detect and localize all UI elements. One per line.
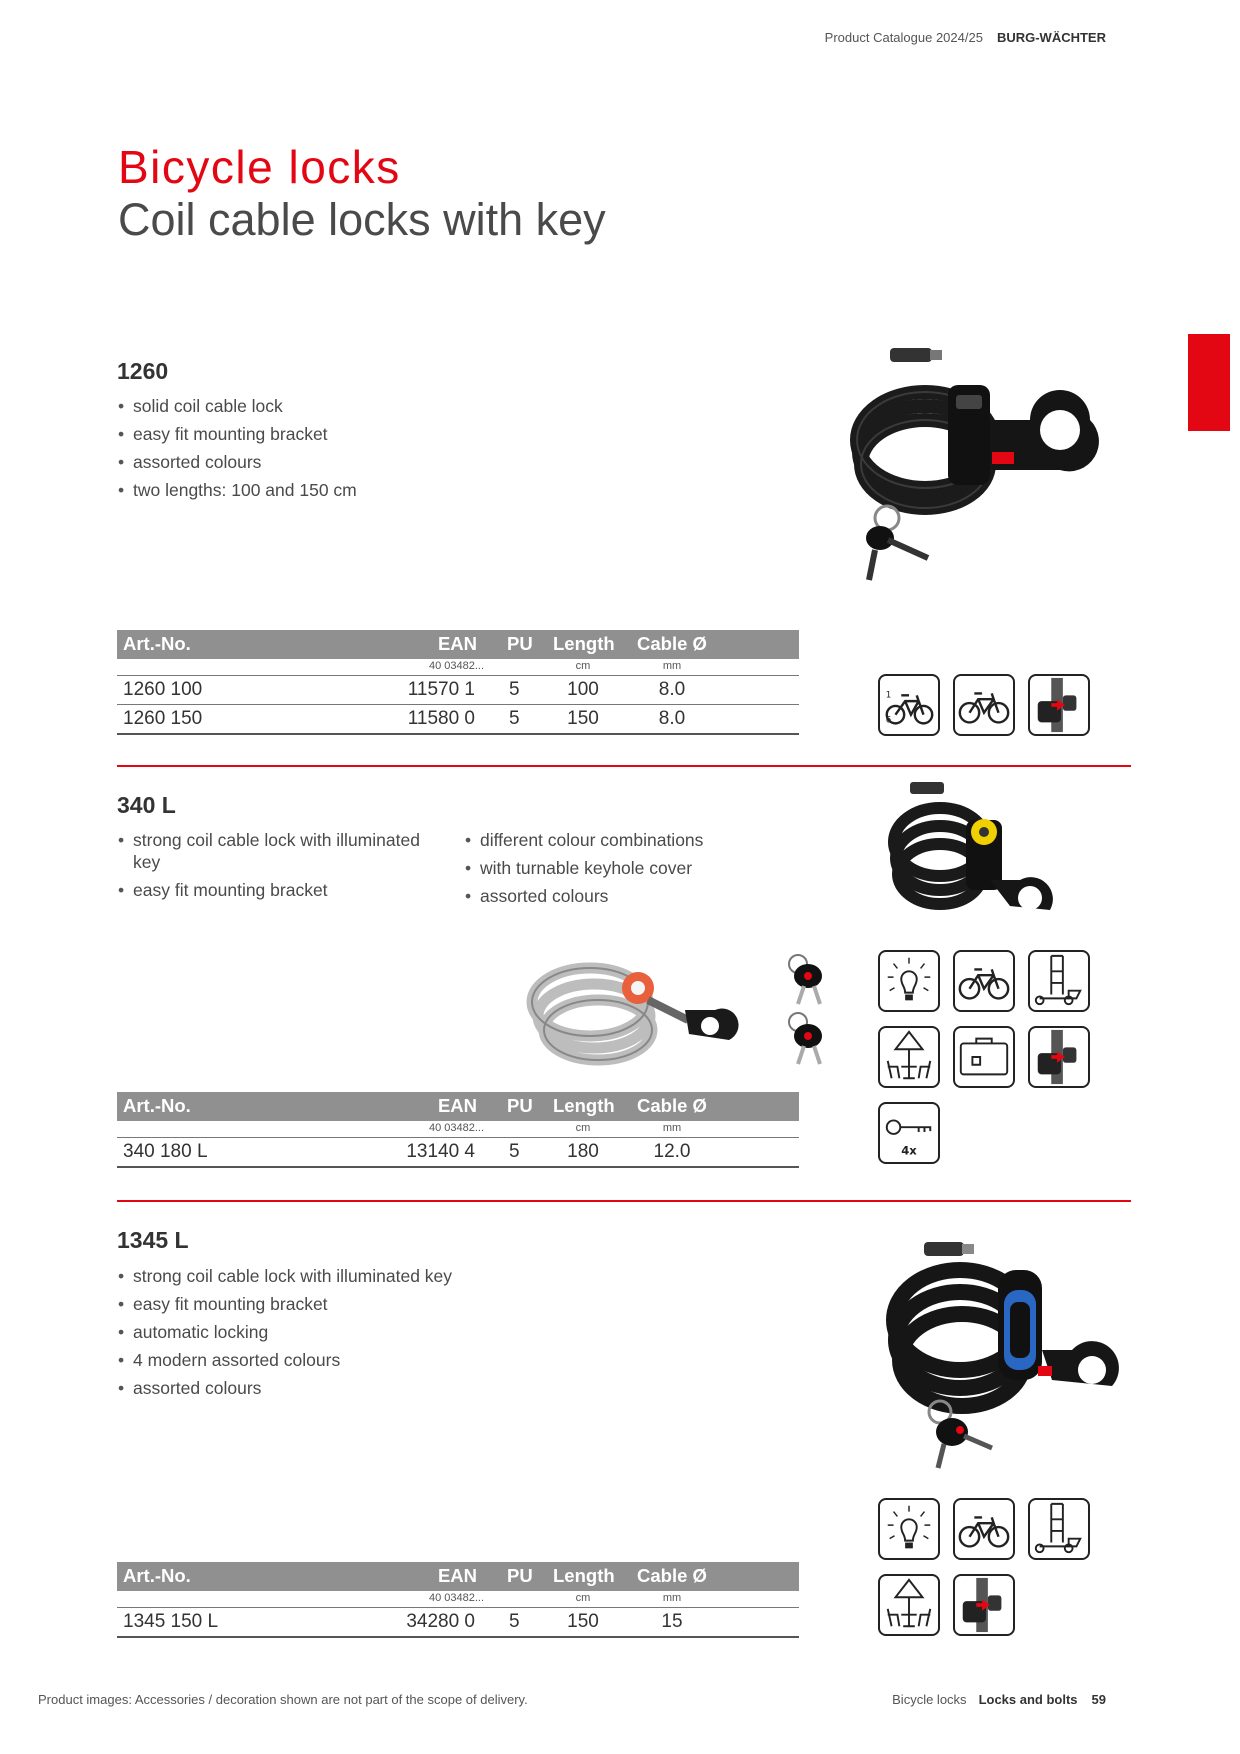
spec-table-1260: [117, 630, 799, 735]
header-length: Length: [553, 1565, 615, 1586]
cell-ean: 11580 0: [407, 708, 475, 729]
feature-item: • easy fit mounting bracket: [117, 879, 447, 901]
cell-ean: 13140 4: [406, 1141, 475, 1162]
feature-item: • with turnable keyhole cover: [464, 857, 764, 879]
feature-list-340l-left: [117, 829, 447, 907]
page-subtitle: Coil cable locks with key: [118, 194, 606, 245]
unit-cable: mm: [662, 1592, 682, 1604]
unit-length: cm: [575, 1122, 591, 1134]
header-ean: EAN: [437, 1565, 477, 1586]
header-cable: Cable Ø: [637, 1565, 707, 1586]
header-ean: EAN: [437, 633, 477, 654]
footer-note: Product images: Accessories / decoration shown are not part of the scope of delivery.: [38, 1692, 528, 1707]
bracket-mount-icon: [1028, 1026, 1090, 1088]
footer-section: Bicycle locks: [892, 1692, 967, 1707]
feature-list-340l-right: [464, 829, 764, 913]
product-image-340l-silver: [520, 950, 750, 1075]
table-units-row: [117, 659, 799, 676]
bike-icon: [953, 950, 1015, 1012]
feature-item: • assorted colours: [464, 885, 764, 907]
header-cable: Cable Ø: [637, 633, 707, 654]
product-image-1260: [830, 340, 1150, 590]
cell-pu: 5: [509, 679, 520, 700]
feature-item: • assorted colours: [117, 451, 557, 473]
chapter-tab-marker: [1188, 334, 1230, 431]
page-number: 59: [1091, 1692, 1106, 1707]
bracket-mount-icon: [953, 1574, 1015, 1636]
children-bike-icon: [878, 674, 940, 736]
table-header: [117, 1092, 799, 1121]
brand-label: BURG-WÄCHTER: [996, 30, 1106, 45]
section-divider: [117, 1200, 1131, 1202]
header-cable: Cable Ø: [637, 1095, 707, 1116]
table-row: [117, 1608, 799, 1638]
cell-ean: 11570 1: [407, 679, 475, 700]
cell-art-no: 1345 150 L: [123, 1611, 219, 1632]
header-length: Length: [553, 633, 615, 654]
unit-length: cm: [575, 1592, 591, 1604]
bracket-mount-icon: [1028, 674, 1090, 736]
feature-item: • two lengths: 100 and 150 cm: [117, 479, 557, 501]
header-art-no: Art.-No.: [123, 1095, 191, 1116]
header-pu: PU: [507, 1565, 533, 1586]
catalogue-label: Product Catalogue 2024/25: [824, 30, 983, 45]
cell-art-no: 1260 100: [123, 679, 203, 700]
svg-text:1: 1: [885, 690, 892, 701]
garden-furniture-icon: [878, 1574, 940, 1636]
unit-cable: mm: [662, 660, 682, 672]
spec-table-340l: [117, 1092, 799, 1168]
feature-item: • easy fit mounting bracket: [117, 423, 557, 445]
feature-item: • strong coil cable lock with illuminated key: [117, 829, 447, 873]
feature-item: • automatic locking: [117, 1321, 617, 1343]
unit-ean: 40 03482...: [429, 1592, 485, 1604]
key-count-icon: [878, 1102, 940, 1164]
cell-length: 180: [567, 1141, 599, 1162]
cell-pu: 5: [509, 1611, 520, 1632]
cell-length: 100: [567, 679, 599, 700]
table-row: [117, 676, 799, 705]
cell-ean: 34280 0: [406, 1611, 475, 1632]
product-title-1345l: 1345 L: [117, 1227, 189, 1253]
product-image-340l-black: [870, 780, 1070, 935]
feature-list-1345l: [117, 1265, 617, 1405]
cell-cable: 15: [661, 1611, 683, 1632]
cell-cable: 12.0: [653, 1141, 691, 1162]
illuminated-key-icon: [878, 950, 940, 1012]
unit-ean: 40 03482...: [429, 660, 485, 672]
footer-nav: [892, 1692, 1106, 1707]
table-header: [117, 630, 799, 659]
table-header: [117, 1562, 799, 1591]
header-art-no: Art.-No.: [123, 1565, 191, 1586]
bike-icon: [953, 1498, 1015, 1560]
bike-icon: [953, 674, 1015, 736]
header-pu: PU: [507, 633, 533, 654]
table-row: [117, 705, 799, 735]
cell-length: 150: [567, 1611, 599, 1632]
garden-furniture-icon: [878, 1026, 940, 1088]
unit-ean: 40 03482...: [429, 1122, 485, 1134]
cell-art-no: 1260 150: [123, 708, 203, 729]
hand-truck-icon: [1028, 950, 1090, 1012]
header-ean: EAN: [437, 1095, 477, 1116]
table-units-row: [117, 1591, 799, 1608]
cell-pu: 5: [509, 708, 520, 729]
running-header: [825, 30, 1106, 45]
keys-image-340l: [780, 950, 840, 1070]
cell-cable: 8.0: [658, 679, 686, 700]
cell-cable: 8.0: [658, 708, 686, 729]
spec-table-1345l: [117, 1562, 799, 1638]
product-title-1260: 1260: [117, 358, 169, 384]
category-title: Bicycle locks: [118, 141, 401, 193]
unit-length: cm: [575, 660, 591, 672]
table-units-row: [117, 1121, 799, 1138]
header-length: Length: [553, 1095, 615, 1116]
key-count-label: 4x: [901, 1143, 917, 1158]
feature-item: • easy fit mounting bracket: [117, 1293, 617, 1315]
svg-text:6: 6: [885, 715, 892, 726]
feature-item: • 4 modern assorted colours: [117, 1349, 617, 1371]
header-art-no: Art.-No.: [123, 633, 191, 654]
feature-item: • assorted colours: [117, 1377, 617, 1399]
footer-chapter: Locks and bolts: [978, 1692, 1078, 1707]
cell-length: 150: [567, 708, 599, 729]
unit-cable: mm: [662, 1122, 682, 1134]
section-divider: [117, 765, 1131, 767]
cell-art-no: 340 180 L: [123, 1141, 208, 1162]
header-pu: PU: [507, 1095, 533, 1116]
feature-list-1260: [117, 395, 557, 507]
table-row: [117, 1138, 799, 1168]
feature-item: • different colour combinations: [464, 829, 764, 851]
hand-truck-icon: [1028, 1498, 1090, 1560]
cell-pu: 5: [509, 1141, 520, 1162]
luggage-icon: [953, 1026, 1015, 1088]
illuminated-key-icon: [878, 1498, 940, 1560]
product-image-1345l: [870, 1240, 1140, 1480]
feature-item: • strong coil cable lock with illuminated key: [117, 1265, 617, 1287]
feature-item: • solid coil cable lock: [117, 395, 557, 417]
product-title-340l: 340 L: [117, 792, 176, 818]
